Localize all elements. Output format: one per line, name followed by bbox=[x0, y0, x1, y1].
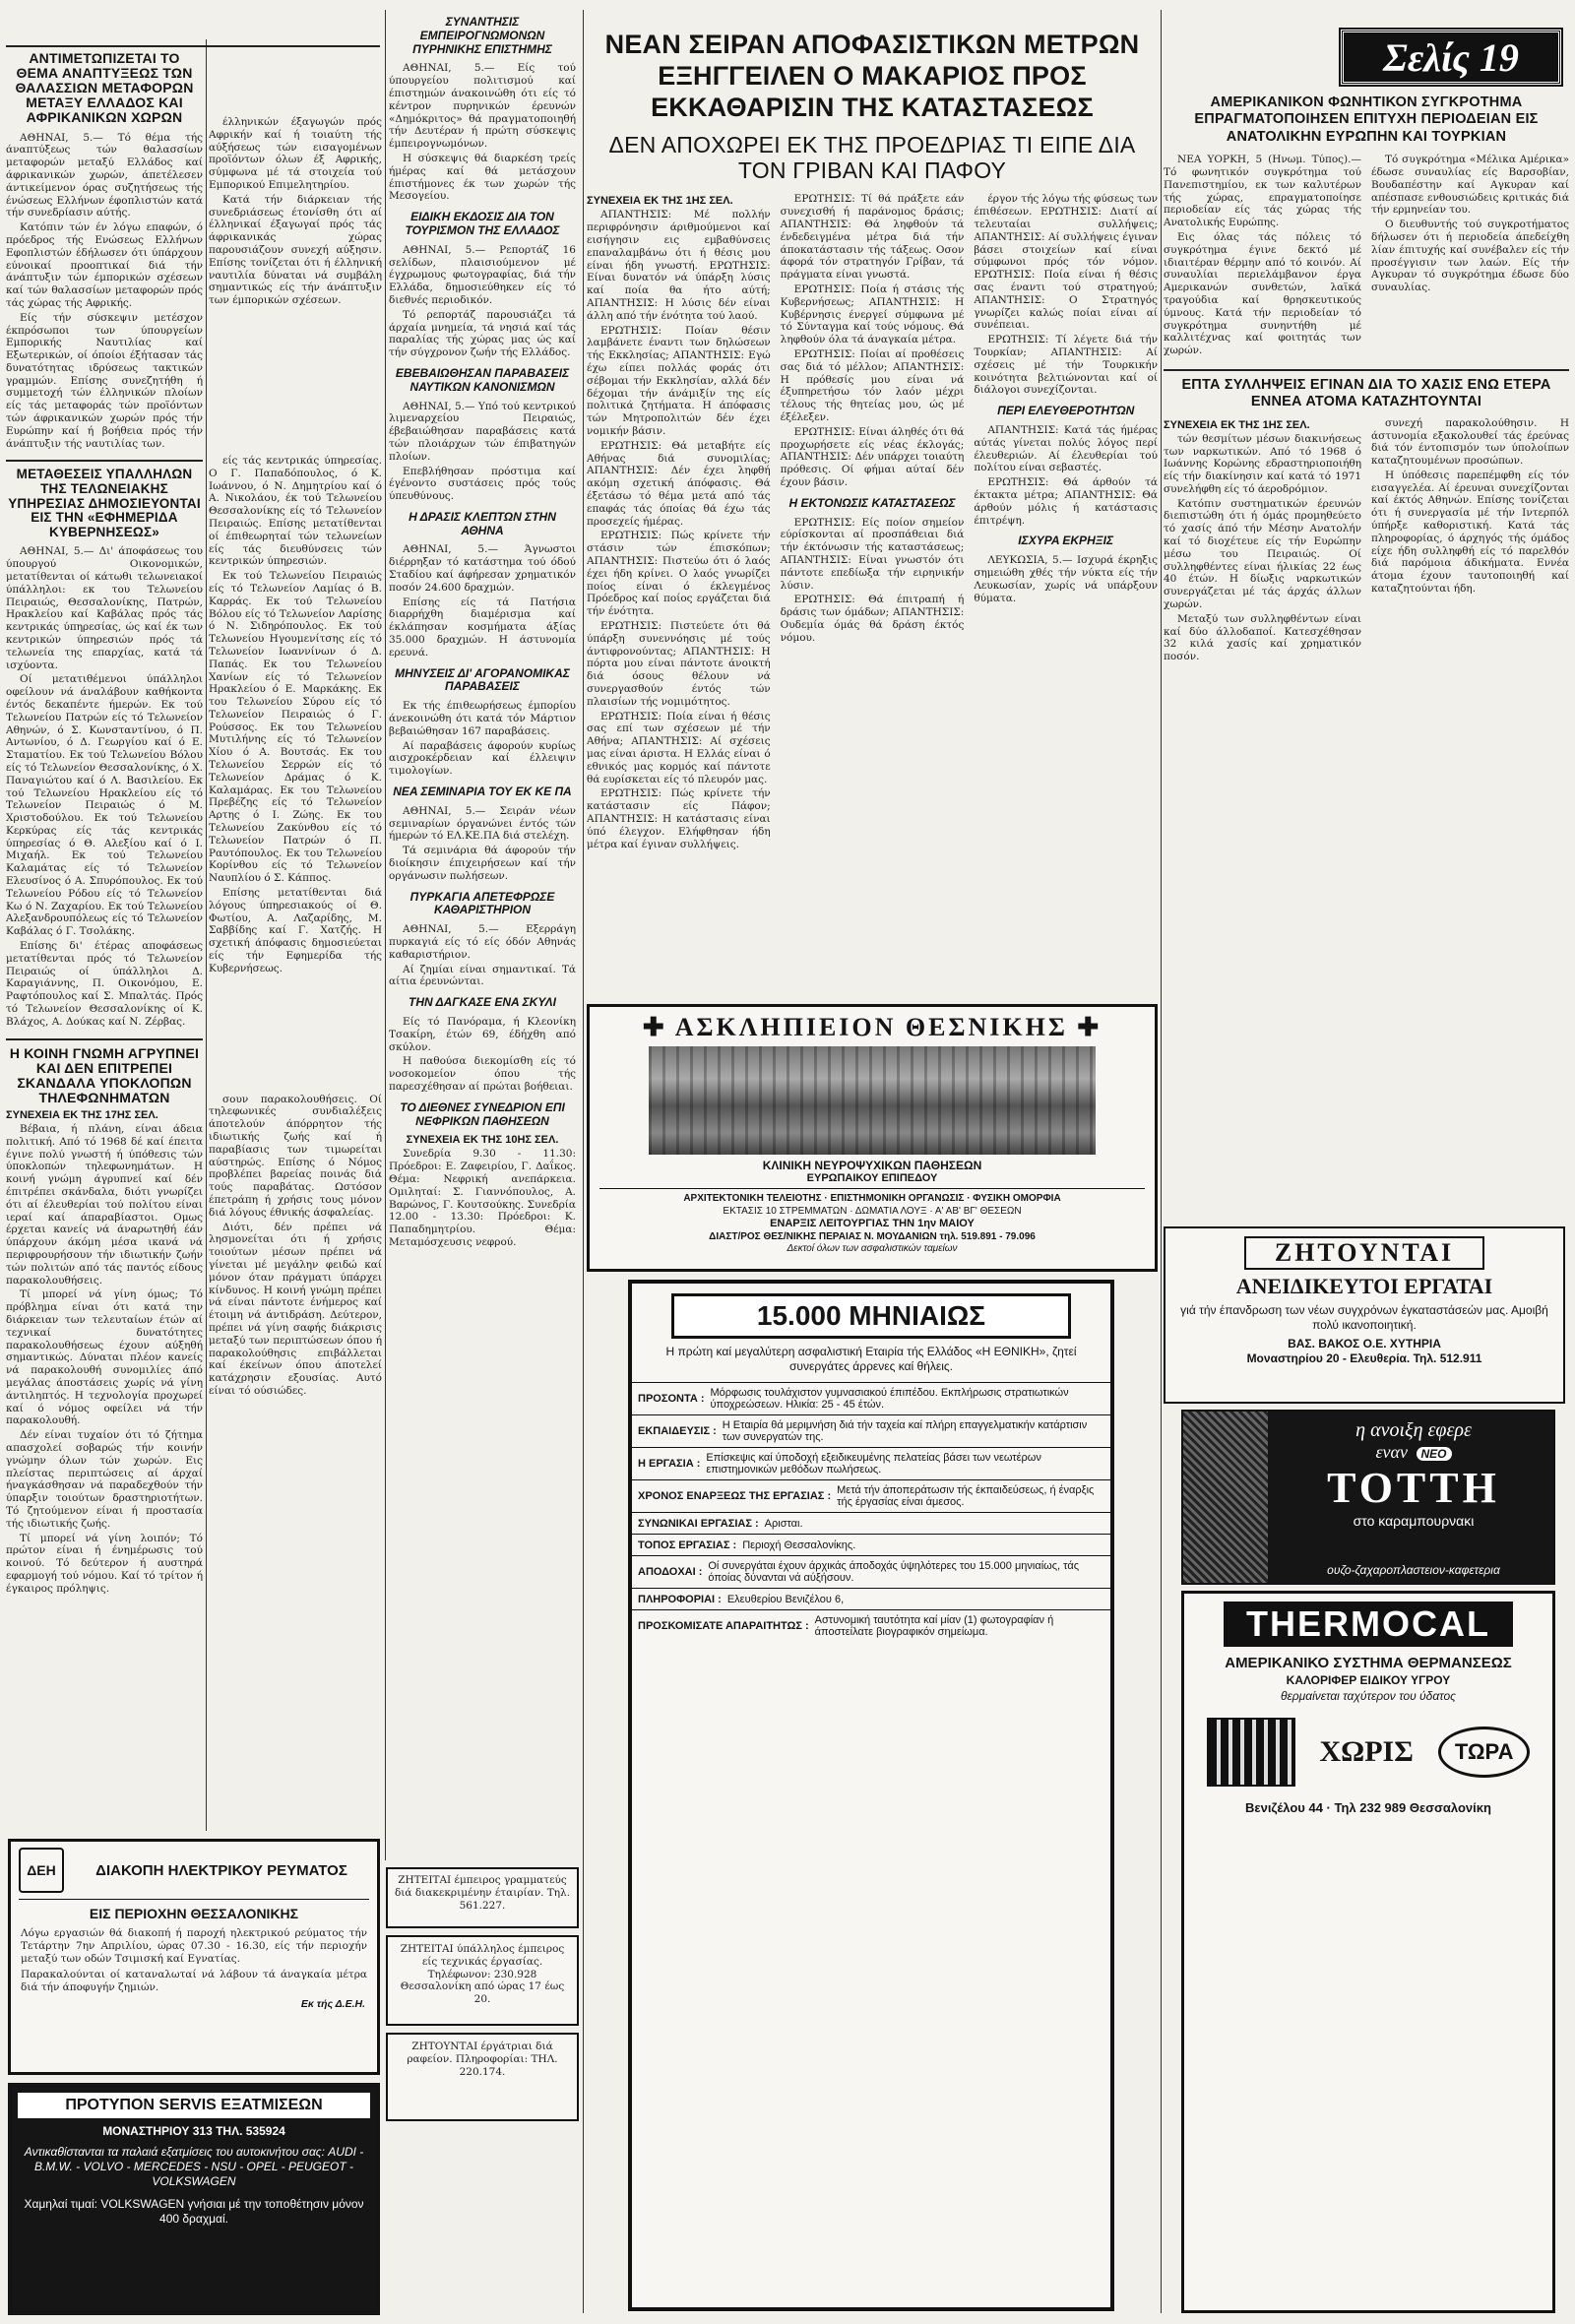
divider bbox=[6, 1038, 203, 1040]
cross-icon: ✚ bbox=[642, 1013, 667, 1041]
article-hashish-text-2: συνεχή παρακολούθησιν. Η άστυνομία εξακολουθεί τάς έρεύνας διά τόν έντοπισμόν των ύπολοίπων καταζητουμένων προσώπων. bbox=[1371, 416, 1569, 468]
article-dog-text: Είς τό Πανόραμα, ή Κλεονίκη Τσακίρη, έτών 69, έδήχθη από σκύλον. bbox=[389, 1015, 576, 1053]
salary-ad-row-key: ΤΟΠΟΣ ΕΡΓΑΣΙΑΣ : bbox=[638, 1539, 737, 1551]
headline-hashish: ΕΠΤΑ ΣΥΛΛΗΨΕΙΣ ΕΓΙΝΑΝ ΔΙΑ ΤΟ ΧΑΣΙΣ ΕΝΩ ΕΤΕΡΑ ΕΝΝΕΑ ΑΤΟΜΑ ΚΑΤΑΖΗΤΟΥΝΤΑΙ bbox=[1181, 376, 1551, 410]
headline-fire: ΠΥΡΚΑΓΙΑ ΑΠΕΤΕΦΡΩΣΕ ΚΑΘΑΡΙΣΤΗΡΙΟΝ bbox=[410, 889, 555, 917]
salary-ad-row bbox=[632, 1609, 1110, 1642]
article-tourism-text: ΑΘΗΝΑΙ, 5.— Ρεπορτάζ 16 σελίδων, πλαισιούμενον μέ έγχρωμους φωτογραφίας, διά τήν Ελλάδα, δημοσιεύθηκεν είς τό διεθνές περιοδικόν. bbox=[389, 243, 576, 306]
headline-seminars: ΝΕΑ ΣΕΜΙΝΑΡΙΑ ΤΟΥ ΕΚ ΚΕ ΠΑ bbox=[393, 785, 572, 799]
thermocal-logo: THERMOCAL bbox=[1224, 1602, 1513, 1647]
salary-ad-row-key: ΕΚΠΑΙΔΕΥΣΙΣ : bbox=[638, 1425, 717, 1437]
now-badge: ΤΩΡΑ bbox=[1438, 1727, 1531, 1778]
salary-ad-row-key: ΠΡΟΣΟΝΤΑ : bbox=[638, 1393, 705, 1405]
article-hashish-text: τών θεσμίτων μέσων διακινήσεως των ναρκωτικών. Από τό 1968 ό Ιωάννης Κορώνης εδραστηριοποιήθη είς τήν διακίνησιν καί κατά τό 1971 συνελήφθη είς τό άεροδρόμιον. bbox=[1164, 432, 1361, 495]
salary-ad-row-key: ΠΡΟΣΚΟΜΙΣΑΤΕ ΑΠΑΡΑΙΤΗΤΩΣ : bbox=[638, 1620, 809, 1632]
small-ad-3: ΖΗΤΟΥΝΤΑΙ έργάτριαι διά ραφείον. Πληροφορίαι: ΤΗΛ. 220.174. bbox=[386, 2033, 579, 2121]
salary-ad-row bbox=[632, 1588, 1110, 1609]
column-rule bbox=[1161, 10, 1162, 2313]
dei-logo-icon: ΔΕΗ bbox=[19, 1848, 64, 1893]
article-shipping-text-2: Κατόπιν τών έν λόγω επαφών, ό πρόεδρος τής Ενώσεως Ελλήνων Εφοπλιστών έδήλωσεν ότι ύπάρχουν εύνοικαί προοπτικαί διά τήν άνάπτυξιν τών έμπορικών σχέσεων καί τών θαλασσίων μεταφορών πρός τάς χώρας τής Αφρικής. bbox=[6, 221, 203, 309]
article-wiretap-continued: σουν παρακολουθήσεις. Οί τηλεφωνικές συνδιαλέξεις άποτελούν άπόρρητον τής ιδιωτικής ζωής καί ή παραβίασις των τιμωρείται αύστηρώς. Επίσης ό Νόμος προβλέπει βαρείας ποινάς διά τούς παραβάτας. Ωστόσον έπετράπη ή χρήσις τους μόνον διά λόγους έθνικής άσφαλείας. bbox=[209, 1093, 382, 1219]
continued-label: ΣΥΝΕΧΕΙΑ ΕΚ ΤΗΣ 1ΗΣ ΣΕΛ. bbox=[587, 195, 733, 208]
article-choir-text-2: Τό συγκρότημα «Μέλικα Αμέρικα» έδωσε συναυλίας είς Βαρσοβίαν, Βουδαπέστην καί Αγκυραν καί απέσπασε ενθουσιώδεις κριτικάς διά τήν ερμηνείαν του. bbox=[1371, 154, 1569, 217]
column-2: έλληνικών έξαγωγών πρός Αφρικήν καί ή τοιαύτη τής αύξήσεως τών εισαγομένων προϊόντων όλων έξ Αφρικής, σύμφωνα μέ τά στοιχεία τού Εμπορικού Επιμελητηρίου. Κατά τήν διάρκειαν τής συνεδριάσεως έτονίσθη ότι αί έλληνικαί έξαγωγαί πρός τάς άφρικανικάς χώρας παρουσιάζουν συνεχή αύξησιν. Επίσης τονίζεται ότι ή έλληνική ναυτιλία δύναται νά συμβάλη σημαντικώς είς τήν άνάπτυξιν των έμπορικών σχέσεων. είς τάς κεντρικάς ύπηρεσίας. Ο Γ. Παπαδόπουλος, ό Κ. Ιωάννου, ό Ν. Δημητρίου καί ό Α. Νικολάου, έκ τού Τελωνείου Θεσσαλονίκης είς τό Τελωνείον Πειραιώς. Επίσης μετατίθενται οί έπιθεωρηταί τών τελωνείων είς τάς διευθύνσεις τών κεντρικών ύπηρεσιών. Εκ τού Τελωνείου Πειραιώς είς τό Τελωνείον Λαμίας ό Β. Καρράς. Εκ τού Τελωνείου Βόλου είς τό Τελωνείον Λαρίσης ό Ν. Σιδηρόπουλος. Εκ τού Τελωνείου Ηγουμενίτσης είς τό Τελωνείον Ιωαννίνων ό Δ. Παπάς. Εκ του Τελωνείου Χανίων είς τό Τελωνείον Ηρακλείου ό Ε. Μαρκάκης. Εκ του Τελωνείου Σύρου είς τό Τελωνείον Πειραιώς ό Γ. Ρούσσος. Εκ του Τελωνείου Μυτιλήνης είς τό Τελωνείον Χίου ό Α. Βουτσάς. Εκ του Τελωνείου Σερρών είς τό Τελωνείον Δράμας ό Κ. Καλαμάρας. Εκ του Τελωνείου Πρεβέζης είς τό Τελωνείον Αρτης ό Ι. Ζώης. Εκ του Τελωνείου Ζακύνθου είς τό Τελωνείον Πατρών ό Π. Ραυτόπουλος. Εκ του Τελωνείου Κορίνθου είς τό Τελωνείον Ναυπλίου ό Σ. Κάππος. Επίσης μετατίθενται διά λόγους ύπηρεσιακούς οί Θ. Φωτίου, Α. Λαζαρίδης, Μ. Σαββίδης καί Γ. Χατζής. Η σχετική άπόφασις δημοσιεύεται είς τήν Εφημερίδα τής Κυβερνήσεως. σουν παρακολουθήσεις. Οί τηλεφωνικές συνδιαλέξεις άποτελούν άπόρρητον τής ιδιωτικής ζωής καί ή παραβίασις των τιμωρείται αύστηρώς. Επίσης ό Νόμος προβλέπει βαρείας ποινάς διά τούς παραβάτας. Ωστόσον έπετράπη ή χρήσις τους μόνον διά λόγους έθνικής άσφαλείας. Διότι, δέν πρέπει νά λησμονείται ότι ή χρήσις τοιούτων μέσων πρέπει νά γίνεται μέ μεγάλην φειδώ καί μόνον όταν πράγματι ύπάρχει κίνδυνος. Η κοινή γνώμη πρέπει νά είναι πάντοτε ένήμερος καί έτοιμη νά άντιδράση. Δεύτερον, πρέπει νά γίνη σαφής διάκρισις μεταξύ των περιπτώσεων όπου ή παρακολούθησις επιβάλλεται καί έκείνων όπου άποτελεί κατάχρησιν εξουσίας. Αυτό είναι τό ούσιώδες. bbox=[209, 116, 382, 1397]
right-column: ΑΜΕΡΙΚΑΝΙΚΟΝ ΦΩΝΗΤΙΚΟΝ ΣΥΓΚΡΟΤΗΜΑ ΕΠΡΑΓΜΑΤΟΠΟΙΗΣΕΝ ΕΠΙΤΥΧΗ ΠΕΡΙΟΔΕΙΑΝ ΕΙΣ ΑΝΑΤΟΛΙΚΗΝ ΕΥΡΩΠΗΝ ΚΑΙ ΤΟΥΡΚΙΑΝ ΝΕΑ ΥΟΡΚΗ, 5 (Ηνωμ. Τύπος).— Τό φωνητικόν συγκρότημα τού Πανεπιστημίου, εκ των καλυτέρων τής χώρας, επραγματοποίησε περιοδείαν είς τάς χώρας τής Ανατολικής Ευρώπης. Εις όλας τάς πόλεις τό συγκρότημα έγινε δεκτό μέ ιδιαιτέραν θέρμην από τό κοινόν. Αί συναυλίαι περιελάμβανον έργα Αμερικανών συνθετών, λαϊκά τραγούδια καί θρησκευτικούς ύμνους. Κατά τήν περιοδείαν τό συγκρότημα συνηντήθη μέ καλλιτέχνας καί φοιτητάς των χωρών. Τό συγκρότημα «Μέλικα Αμέρικα» έδωσε συναυλίας είς Βαρσοβίαν, Βουδαπέστην καί Αγκυραν καί απέσπασε ενθουσιώδεις κριτικάς διά τήν ερμηνείαν του. Ο διευθυντής τού συγκροτήματος δήλωσεν ότι ή περιοδεία άπεδείχθη λίαν έπιτυχής καί συνέβαλεν είς τήν προσέγγισιν των λαών. Είς τήν Αγκυραν τό συγκρότημα έδωσε δύο συναυλίας. ΕΠΤΑ ΣΥΛΛΗΨΕΙΣ ΕΓΙΝΑΝ ΔΙΑ ΤΟ ΧΑΣΙΣ ΕΝΩ ΕΤΕΡΑ ΕΝΝΕΑ ΑΤΟΜΑ ΚΑΤΑΖΗΤΟΥΝΤΑΙ ΣΥΝΕΧΕΙΑ ΕΚ ΤΗΣ 1ΗΣ ΣΕΛ. τών θεσμίτων μέσων διακινήσεως των ναρκωτικών. Από τό 1968 ό Ιωάννης Κορώνης εδραστηριοποιήθη είς τήν διακίνησιν καί κατά τό 1971 συνελήφθη είς τό άεροδρόμιον. Κατόπιν συστηματικών έρευνών διεπιστώθη ότι ή όμάς προμηθεύετο τό χασίς άπό τήν Μέσην Ανατολήν καί τό διοχέτευε είς τήν Ευρώπην μέσω του Πειραιώς. Οί συλληφθέντες είναι ήλικίας 22 έως 40 έτών. Η δίωξις ναρκωτικών συνεργάζεται μέ τάς άρχάς άλλων χωρών. Μεταξύ των συλληφθέντων είναι καί δύο άλλοδαποί. Κατεσχέθησαν 32 κιλά χασίς καί χρηματικόν ποσόν. συνεχή παρακολούθησιν. Η άστυνομία εξακολουθεί τάς έρεύνας διά τόν έντοπισμόν των ύπολοίπων καταζητουμένων προσώπων. Η ύπόθεσις παρεπέμφθη είς τόν εισαγγελέα. Αί έρευναι συνεχίζονται καί έκτός Αθηνών. Επίσης τονίζεται ότι ή συνεργασία μέ τήν Ιντερπόλ ύπήρξε καθοριστική. Κατά τάς πληροφορίας, ό άρχηγός τής όμάδος είχε ήδη συλληφθή είς τό παρελθόν διά παρόμοια άδικήματα. Εννέα άτομα έχουν ταυτοποιηθή καί καταζητούνται ήδη. bbox=[1164, 94, 1569, 663]
salary-ad-row bbox=[632, 1447, 1110, 1479]
salary-ad-row-value: Αστυνομική ταυτότητα καί μίαν (1) φωτογραφίαν ή άποστείλατε βιογραφικόν σημείωμα. bbox=[814, 1614, 1054, 1638]
decorative-flowers bbox=[1183, 1412, 1268, 1583]
article-shipping-continued: έλληνικών έξαγωγών πρός Αφρικήν καί ή τοιαύτη τής αύξήσεως τών εισαγομένων προϊόντων όλων έξ Αφρικής, σύμφωνα μέ τά στοιχεία τού Εμπορικού Επιμελητηρίου. bbox=[209, 116, 382, 191]
headline-freedoms: ΠΕΡΙ ΕΛΕΥΘΕΡΟΤΗΤΩΝ bbox=[997, 404, 1135, 418]
headline-tourism: ΕΙΔΙΚΗ ΕΚΔΟΣΙΣ ΔΙΑ ΤΟΝ ΤΟΥΡΙΣΜΟΝ ΤΗΣ ΕΛΛΑΔΟΣ bbox=[405, 210, 560, 237]
headline-wiretap: Η ΚΟΙΝΗ ΓΝΩΜΗ ΑΓΡΥΠΝΕΙ ΚΑΙ ΔΕΝ ΕΠΙΤΡΕΠΕΙ ΣΚΑΝΔΑΛΑ ΥΠΟΚΛΟΠΩΝ ΤΗΛΕΦΩΝΗΜΑΤΩΝ bbox=[9, 1044, 200, 1105]
salary-ad-row bbox=[632, 1534, 1110, 1555]
thermocal-ad: THERMOCAL ΑΜΕΡΙΚΑΝΙΚΟ ΣΥΣΤΗΜΑ ΘΕΡΜΑΝΣΕΩΣ ΚΑΛΟΡΙΦΕΡ ΕΙΔΙΚΟΥ ΥΓΡΟΥ θερμαίνεται ταχύτερον του ύδατος ΧΩΡΙΣ ΤΩΡΑ Βενιζέλου 44 · Τηλ 232 989 Θεσσαλονίκη bbox=[1181, 1591, 1555, 2313]
radiator-icon bbox=[1207, 1718, 1295, 1787]
column-3: ΣΥΝΑΝΤΗΣΙΣ ΕΜΠΕΙΡΟΓΝΩΜΟΝΩΝ ΠΥΡΗΝΙΚΗΣ ΕΠΙΣΤΗΜΗΣ ΑΘΗΝΑΙ, 5.— Είς τού ύπουργείου πολιτισμού καί έπιστημών άνακοινώθη ότι είς τό κέντρον πυρηνικών έρευνών «Δημόκριτος» θά πραγματοποιηθή τήν Δευτέραν ή πρώτη σύσκεψις έμπειρογνωμόνων. Η σύσκεψις θά διαρκέση τρείς ήμέρας καί θά μετάσχουν έπιστήμονες έκ των χωρών τής Μεσογείου. ΕΙΔΙΚΗ ΕΚΔΟΣΙΣ ΔΙΑ ΤΟΝ ΤΟΥΡΙΣΜΟΝ ΤΗΣ ΕΛΛΑΔΟΣ ΑΘΗΝΑΙ, 5.— Ρεπορτάζ 16 σελίδων, πλαισιούμενον μέ έγχρωμους φωτογραφίας, διά τήν Ελλάδα, δημοσιεύθηκεν είς τό διεθνές περιοδικόν. Τό ρεπορτάζ παρουσιάζει τά άρχαία μνημεία, τά νησιά καί τάς παραλίας τής χώρας μας ώς καί τήν σύγχρονον ζωήν τής Ελλάδος. ΕΒΕΒΑΙΩΘΗΣΑΝ ΠΑΡΑΒΑΣΕΙΣ ΝΑΥΤΙΚΩΝ ΚΑΝΟΝΙΣΜΩΝ ΑΘΗΝΑΙ, 5.— Υπό τού κεντρικού λιμεναρχείου Πειραιώς, έβεβαιώθησαν παραβάσεις κατά τών πλοιάρχων τών έπιβατηγών πλοίων. Επεβλήθησαν πρόστιμα καί έγένοντο συστάσεις πρός τούς ύπευθύνους. Η ΔΡΑΣΙΣ ΚΛΕΠΤΩΝ ΣΤΗΝ ΑΘΗΝΑ ΑΘΗΝΑΙ, 5.— Άγνωστοι διέρρηξαν τό κατάστημα τού όδού Σταδίου καί άφήρεσαν χρηματικόν ποσόν 24.600 δραχμών. Επίσης είς τά Πατήσια διαρρήχθη διαμέρισμα καί έκλάπησαν κοσμήματα άξίας 35.000 δραχμών. Η άστυνομία ερευνά. ΜΗΝΥΣΕΙΣ ΔΙ' ΑΓΟΡΑΝΟΜΙΚΑΣ ΠΑΡΑΒΑΣΕΙΣ Εκ τής έπιθεωρήσεως έμπορίου άνεκοινώθη ότι κατά τόν Μάρτιον βεβαιώθησαν 167 παραβάσεις. Αί παραβάσεις άφορούν κυρίως αισχροκέρδειαν καί έλλειψιν τιμολογίων. ΝΕΑ ΣΕΜΙΝΑΡΙΑ ΤΟΥ ΕΚ ΚΕ ΠΑ ΑΘΗΝΑΙ, 5.— Σειράν νέων σεμιναρίων όργανώνει έντός τών ήμερών τό ΕΛ.ΚΕ.ΠΑ διά στελέχη. Τά σεμινάρια θά άφορούν τήν διοίκησιν έπιχειρήσεων καί τήν οργάνωσιν πωλήσεων. ΠΥΡΚΑΓΙΑ ΑΠΕΤΕΦΡΩΣΕ ΚΑΘΑΡΙΣΤΗΡΙΟΝ ΑΘΗΝΑΙ, 5.— Εξερράγη πυρκαγιά είς τό είς όδόν Αθηνάς καθαριστήριον. Αί ζημίαι είναι σημαντικαί. Τά αίτια έρευνώνται. ΤΗΝ ΔΑΓΚΑΣΕ ΕΝΑ ΣΚΥΛΙ Είς τό Πανόραμα, ή Κλεονίκη Τσακίρη, έτών 69, έδήχθη από σκύλον. Η παθούσα διεκομίσθη είς τό νοσοκομείον όπου τής παρεσχέθησαν αί πρώται βοήθειαι. ΤΟ ΔΙΕΘΝΕΣ ΣΥΝΕΔΡΙΟΝ ΕΠΙ ΝΕΦΡΙΚΩΝ ΠΑΘΗΣΕΩΝ ΣΥΝΕΧΕΙΑ ΕΚ ΤΗΣ 10ΗΣ ΣΕΛ. Συνεδρία 9.30 - 11.30: Πρόεδροι: Ε. Ζαφειρίου, Γ. Δαΐκος. Θέμα: Νεφρική ανεπάρκεια. Ομιληταί: Σ. Γιαννόπουλος, Α. Βαρώνος, Γ. Κουτσούκης. Συνεδρία 12.00 - 13.30: Πρόεδροι: Κ. Παπαδημητρίου. Θέμα: Μεταμόσχευσις νεφρού. bbox=[389, 15, 576, 1248]
salary-ad-row-value: Η Εταιρία θά μεριμνήση διά τήν ταχεία καί πλήρη επαγγελματικήν κατάρτισιν των συνεργατών της. bbox=[722, 1419, 1088, 1443]
salary-ad-row-value: Ελευθερίου Βενιζέλου 6, bbox=[726, 1593, 845, 1605]
article-shipping-text: ΑΘΗΝΑΙ, 5.— Τό θέμα τής άναπτύξεως τών θαλασσίων μεταφορών μεταξύ Ελλάδος καί άφρικανικών χωρών, άπετέλεσεν άντικείμενον όρας συζητήσεως τής ένώσεως Ελλήνων έφοπλιστών κατά τήν συνεδρίασιν αύτής. bbox=[6, 131, 203, 220]
article-choir-text: ΝΕΑ ΥΟΡΚΗ, 5 (Ηνωμ. Τύπος).— Τό φωνητικόν συγκρότημα τού Πανεπιστημίου, εκ των καλυτέρων τής χώρας, επραγματοποίησε περιοδείαν είς τάς χώρας τής Ανατολικής Ευρώπης. bbox=[1164, 154, 1361, 229]
headline-congress: ΤΟ ΔΙΕΘΝΕΣ ΣΥΝΕΔΡΙΟΝ ΕΠΙ ΝΕΦΡΙΚΩΝ ΠΑΘΗΣΕΩΝ bbox=[400, 1099, 565, 1128]
article-naval-text: ΑΘΗΝΑΙ, 5.— Υπό τού κεντρικού λιμεναρχείου Πειραιώς, έβεβαιώθησαν παραβάσεις κατά τών πλοιάρχων τών έπιβατηγών πλοίων. bbox=[389, 400, 576, 463]
headline-nuclear: ΣΥΝΑΝΤΗΣΙΣ ΕΜΠΕΙΡΟΓΝΩΜΟΝΩΝ ΠΥΡΗΝΙΚΗΣ ΕΠΙΣΤΗΜΗΣ bbox=[412, 15, 552, 56]
salary-ad-row bbox=[632, 1512, 1110, 1534]
salary-ad-row-value: Επίσκεψις καί ύποδοχή εξειδικευμένης πελατείας βάσει των νεωτέρων επιστημονικών μεθόδων πωλήσεως. bbox=[706, 1452, 1041, 1476]
article-wiretap-text: Βέβαια, ή πλάνη, είναι άδεια πολιτική. Από τό 1968 δέ καί έπειτα έγινε πολύ γνωστή ή ύπόθεσις τών ύποκλοπών τηλεφωνημάτων. Η κοινή γνώμη άγρυπνεί καί δέν έπιτρέπει σκάνδαλα, διότι γνωρίζει ότι αί έλευθερίαι τού πολίτου είναι ιεραί καί άπαραβίαστοι. Ομως έρχεται κανείς νά άναρωτηθή έάν ύπάρχουν άκόμη μέσα ικανά νά περιφρουρήσουν τήν ιδιωτικήν ζωήν τών πολιτών από τάς παντός είδους παρακολουθήσεις. bbox=[6, 1123, 203, 1287]
headline-explosion: ΙΣΧΥΡΑ ΕΚΡΗΞΙΣ bbox=[1018, 534, 1114, 548]
divider bbox=[6, 460, 203, 462]
headline-us-choir: ΑΜΕΡΙΚΑΝΙΚΟΝ ΦΩΝΗΤΙΚΟΝ ΣΥΓΚΡΟΤΗΜΑ ΕΠΡΑΓΜΑΤΟΠΟΙΗΣΕΝ ΕΠΙΤΥΧΗ ΠΕΡΙΟΔΕΙΑΝ ΕΙΣ ΑΝΑΤΟΛΙΚΗΝ ΕΥΡΩΠΗΝ ΚΑΙ ΤΟΥΡΚΙΑΝ bbox=[1194, 94, 1539, 145]
salary-rows bbox=[632, 1382, 1110, 1642]
article-nuclear-text: ΑΘΗΝΑΙ, 5.— Είς τού ύπουργείου πολιτισμού καί έπιστημών άνακοινώθη ότι είς τό κέντρον πυρηνικών έρευνών «Δημόκριτος» θά πραγματοποιηθή τήν Δευτέραν ή πρώτη σύσκεψις έμπειρογνωμόνων. bbox=[389, 62, 576, 151]
article-thieves-text: ΑΘΗΝΑΙ, 5.— Άγνωστοι διέρρηξαν τό κατάστημα τού όδού Σταδίου καί άφήρεσαν χρηματικόν ποσόν 24.600 δραχμών. bbox=[389, 543, 576, 594]
main-headline: ΝΕΑΝ ΣΕΙΡΑΝ ΑΠΟΦΑΣΙΣΤΙΚΩΝ ΜΕΤΡΩΝ ΕΞΗΓΓΕΙΛΕΝ Ο ΜΑΚΑΡΙΟΣ ΠΡΟΣ ΕΚΚΑΘΑΡΙΣΙΝ ΤΗΣ ΚΑΤΑΣΤΑΣΕΩΣ bbox=[604, 30, 1140, 122]
new-badge: ΝΕΟ bbox=[1417, 1447, 1452, 1461]
headline-shipping: ΑΝΤΙΜΕΤΩΠΙΖΕΤΑΙ ΤΟ ΘΕΜΑ ΑΝΑΠΤΥΞΕΩΣ ΤΩΝ ΘΑΛΑΣΣΙΩΝ ΜΕΤΑΦΟΡΩΝ ΜΕΤΑΞΥ ΕΛΛΑΔΟΣ ΚΑΙ ΑΦΡΙΚΑΝΙΚΩΝ ΧΩΡΩΝ bbox=[15, 51, 194, 126]
main-text-d: ΑΠΑΝΤΗΣΙΣ: Κατά τάς ήμέρας αύτάς γίνεται πολύς λόγος περί έλευθεριών. Αί έλευθερίαι τού πολίτου είναι σεβαστές. bbox=[974, 424, 1158, 474]
salary-title: 15.000 ΜΗΝΙΑΙΩΣ bbox=[671, 1293, 1071, 1339]
salary-ad-row-key: ΧΡΟΝΟΣ ΕΝΑΡΞΕΩΣ ΤΗΣ ΕΡΓΑΣΙΑΣ : bbox=[638, 1490, 832, 1502]
headline-customs: ΜΕΤΑΘΕΣΕΙΣ ΥΠΑΛΛΗΛΩΝ ΤΗΣ ΤΕΛΩΝΕΙΑΚΗΣ ΥΠΗΡΕΣΙΑΣ ΔΗΜΟΣΙΕΥΟΝΤΑΙ ΕΙΣ ΤΗΝ «ΕΦΗΜΕΡΙΔΑ ΚΥΒΕΡΝΗΣΕΩΣ» bbox=[8, 467, 201, 539]
salary-ad-row bbox=[632, 1414, 1110, 1447]
column-1: ΑΝΤΙΜΕΤΩΠΙΖΕΤΑΙ ΤΟ ΘΕΜΑ ΑΝΑΠΤΥΞΕΩΣ ΤΩΝ ΘΑΛΑΣΣΙΩΝ ΜΕΤΑΦΟΡΩΝ ΜΕΤΑΞΥ ΕΛΛΑΔΟΣ ΚΑΙ ΑΦΡΙΚΑΝΙΚΩΝ ΧΩΡΩΝ ΑΘΗΝΑΙ, 5.— Τό θέμα τής άναπτύξεως τών θαλασσίων μεταφορών μεταξύ Ελλάδος καί άφρικανικών χωρών, άπετέλεσεν άντικείμενον όρας συζητήσεως τής ένώσεως Ελλήνων έφοπλιστών κατά τήν συνεδρίασιν αύτής. Κατόπιν τών έν λόγω επαφών, ό πρόεδρος τής Ενώσεως Ελλήνων Εφοπλιστών έδήλωσεν ότι ύπάρχουν εύνοικαί προοπτικαί διά τήν άνάπτυξιν τών έμπορικών σχέσεων καί τών θαλασσίων μεταφορών πρός τάς χώρας τής Αφρικής. Είς τήν σύσκεψιν μετέσχον έκπρόσωποι των ύπουργείων Εμπορικής Ναυτιλίας καί Εξωτερικών, οί όποίοι έξήτασαν τάς δυνατότητας ιδρύσεως τακτικών γραμμών. Επίσης συνεζητήθη ή συμμετοχή τών έλληνικών πλοίων είς τάς μεταφοράς τών προϊόντων τών άφρικανικών χωρών πρός τήν Ευρώπην καί ή βοήθεια πρός τήν άνάπτυξιν τής ναυτιλίας των. ΜΕΤΑΘΕΣΕΙΣ ΥΠΑΛΛΗΛΩΝ ΤΗΣ ΤΕΛΩΝΕΙΑΚΗΣ ΥΠΗΡΕΣΙΑΣ ΔΗΜΟΣΙΕΥΟΝΤΑΙ ΕΙΣ ΤΗΝ «ΕΦΗΜΕΡΙΔΑ ΚΥΒΕΡΝΗΣΕΩΣ» ΑΘΗΝΑΙ, 5.— Δι' άποφάσεως του ύπουργού Οικονομικών, μετατίθενται οί κάτωθι τελωνειακοί ύπάλληλοι: εκ του Τελωνείου Πειραιώς, Θεσσαλονίκης, Πατρών, Ηρακλείου καί Καβάλας πρός τάς κεντρικάς ύπηρεσίας, ώς καί έκ των κεντρικών ύπηρεσιών πρός τά τελωνεία της επαρχίας, κατά τά ισχύοντα. Οί μετατιθέμενοι ύπάλληλοι οφείλουν νά άναλάβουν καθήκοντα έντός δεκαπέντε ήμερών. Εκ τού Τελωνείου Πατρών είς τό Τελωνείον Αθηνών, ό Σ. Κωνσταντίνου, ό Π. Αντωνίου, ό Δ. Γεωργίου καί ό Ε. Σταματίου. Εκ τού Τελωνείου Βόλου είς τό Τελωνείον Θεσσαλονίκης, ό Χ. Παναγιώτου καί ό Λ. Βασιλείου. Εκ τού Τελωνείου Ηρακλείου είς τό Τελωνείον Πειραιώς ό Μ. Χριστοδούλου. Εκ τού Τελωνείου Κερκύρας είς τάς κεντρικάς ύπηρεσίας ό Θ. Αλεξίου καί ό Ι. Μιχαήλ. Εκ τού Τελωνείου Καλαμάτας είς τό Τελωνείον Ελευσίνος ό Α. Σπυρόπουλος. Εκ τού Τελωνείου Ρόδου είς τό Τελωνείον Κω ό Ν. Ζαχαρίου. Εκ τού Τελωνείου Αλεξανδρουπόλεως είς τό Τελωνείον Καβάλας ό Γ. Τσολάκης. Επίσης δι' έτέρας αποφάσεως μετατίθενται πρός τό Τελωνείον Πειραιώς οί ύπάλληλοι Δ. Καραγιάννης, Π. Οικονόμου, Ε. Ραφτόπουλος καί Σ. Μπαλτάς. Πρός τό Τελωνείον Θεσσαλονίκης οί Κ. Βλάχος, Α. Δούκας καί Ν. Ζέρβας. Η ΚΟΙΝΗ ΓΝΩΜΗ ΑΓΡΥΠΝΕΙ ΚΑΙ ΔΕΝ ΕΠΙΤΡΕΠΕΙ ΣΚΑΝΔΑΛΑ ΥΠΟΚΛΟΠΩΝ ΤΗΛΕΦΩΝΗΜΑΤΩΝ ΣΥΝΕΧΕΙΑ ΕΚ ΤΗΣ 17ΗΣ ΣΕΛ. Βέβαια, ή πλάνη, είναι άδεια πολιτική. Από τό 1968 δέ καί έπειτα έγινε πολύ γνωστή ή ύπόθεσις τών ύποκλοπών τηλεφωνημάτων. Η κοινή γνώμη άγρυπνεί καί δέν έπιτρέπει σκάνδαλα, διότι γνωρίζει ότι αί έλευθερίαι τού πολίτου είναι ιεραί καί άπαραβίαστοι. Ομως έρχεται κανείς νά άναρωτηθή έάν ύπάρχουν άκόμη μέσα ικανά νά περιφρουρήσουν τήν ιδιωτικήν ζωήν τών πολιτών από τάς παντός είδους παρακολουθήσεις. Τί μπορεί νά γίνη όμως; Τό πρόβλημα είναι ότι κατά την διάρκειαν των τελευταίων έτών αί τεχνικαί δυνατότητες παρακολουθήσεως έχουν αύξηθή σημαντικώς. Δύναται πλέον κανείς νά παρακολουθή συνομιλίες άπό μεγάλας άποστάσεις χωρίς νά γίνη άντιληπτός. Η τεχνολογία προχωρεί καί ό νόμος οφείλει νά τήν παρακολουθή. Δέν είναι τυχαίον ότι τό ζήτημα απασχολεί σοβαρώς τήν κοινήν γνώμην όλων τών χωρών. Εις πλείστας περιπτώσεις αί άρχαί ήναγκάσθησαν νά παραδεχθούν τήν ύπαρξιν τοιούτων δραστηριοτήτων. Τό ζητούμενον είναι ή προστασία τής ιδιωτικής ζωής. Τί μπορεί νά γίνη λοιπόν; Τό πρώτον είναι ή ένημέρωσις τού κοινού. Τό δεύτερον ή αυστηρά εφαρμογή τού νόμου. Καί τό τρίτον ή έγκαιρος πρόληψις. bbox=[6, 51, 203, 1595]
article-customs-text: ΑΘΗΝΑΙ, 5.— Δι' άποφάσεως του ύπουργού Οικονομικών, μετατίθενται οί κάτωθι τελωνειακοί ύπάλληλοι: εκ του Τελωνείου Πειραιώς, Θεσσαλονίκης, Πατρών, Ηρακλείου καί Καβάλας πρός τάς κεντρικάς ύπηρεσίας, ώς καί έκ των κεντρικών ύπηρεσιών πρός τά τελωνεία της επαρχίας, κατά τά ισχύοντα. bbox=[6, 545, 203, 671]
top-rule bbox=[6, 45, 380, 47]
salary-ad-row-key: ΠΛΗΡΟΦΟΡΙΑΙ : bbox=[638, 1593, 722, 1605]
cross-icon: ✚ bbox=[1077, 1013, 1102, 1041]
main-text-a: ΑΠΑΝΤΗΣΙΣ: Μέ πολλήν περιφρόνησιν άριθμούμενοι καί εισήγησιν εις εμβαθύνσεις επαναλαμβάνω ότι ή θέσις μου είναι ήδη γνωστή. ΕΡΩΤΗΣΙΣ: Είναι δυνατόν νά ύπάρξη λύσις καί ποία θα ήτο αύτή; ΑΠΑΝΤΗΣΙΣ: Η λύσις δέν είναι άλλη από τήν ένότητα τού λαού. bbox=[587, 209, 771, 322]
main-subheadline: ΔΕΝ ΑΠΟΧΩΡΕΙ ΕΚ ΤΗΣ ΠΡΟΕΔΡΙΑΣ ΤΙ ΕΙΠΕ ΔΙΑ ΤΟΝ ΓΡΙΒΑΝ ΚΑΙ ΠΑΦΟΥ bbox=[608, 131, 1136, 184]
salary-ad: 15.000 ΜΗΝΙΑΙΩΣ Η πρώτη καί μεγαλύτερη ασφαλιστική Εταιρία τής Ελλάδος «Η ΕΘΝΙΚΗ», ζητεί συνεργάτες άρρενες καί θήλεις. ΠΡΟΣΟΝΤΑ : Μόρφωσις τουλάχιστον γυμνασιακού έπιπέδου. Εκπλήρωσις στρατιωτικών ύποχρεώσεων. Ηλικία: 25 - 45 έτών. ΕΚΠΑΙΔΕΥΣΙΣ : Η Εταιρία θά μεριμνήση διά τήν ταχεία καί πλήρη επαγγελματικήν κατάρτισιν των συνεργατών της. Η ΕΡΓΑΣΙΑ : Επίσκεψις καί ύποδοχή εξειδικευμένης πελατείας βάσει των νεωτέρων επιστημονικών μεθόδων πωλήσεως. ΧΡΟΝΟΣ ΕΝΑΡΞΕΩΣ ΤΗΣ ΕΡΓΑΣΙΑΣ : Μετά τήν άποπεράτωσιν τής έκπαιδεύσεως, ή έναρξις τής έργασίας είναι άμεσος. ΣΥΝΩΝΙΚΑΙ ΕΡΓΑΣΙΑΣ : Αρισται. ΤΟΠΟΣ ΕΡΓΑΣΙΑΣ : Περιοχή Θεσσαλονίκης. ΑΠΟΔΟΧΑΙ : Οί συνεργάται έχουν άρχικάς άποδοχάς ύψηλότερες του 15.000 μηνιαίως, τάς όποίας δύνανται νά αύξήσουν. ΠΛΗΡΟΦΟΡΙΑΙ : Ελευθερίου Βενιζέλου 6, ΠΡΟΣΚΟΜΙΣΑΤΕ ΑΠΑΡΑΙΤΗΤΩΣ : Αστυνομική ταυτότητα καί μίαν (1) φωτογραφίαν ή άποστείλατε βιογραφικόν σημείωμα. bbox=[628, 1280, 1114, 2311]
small-ad-1: ΖΗΤΕΙΤΑΙ έμπειρος γραμματεύς διά διακεκριμένην έταιρίαν. Τηλ. 561.227. bbox=[386, 1867, 579, 1928]
main-text-e: ΛΕΥΚΩΣΙΑ, 5.— Ισχυρά έκρηξις σημειώθη χθές τήν νύκτα είς τήν Λευκωσίαν, χωρίς νά υπάρξουν θύματα. bbox=[974, 554, 1158, 604]
headline-thieves: Η ΔΡΑΣΙΣ ΚΛΕΠΤΩΝ ΣΤΗΝ ΑΘΗΝΑ bbox=[409, 509, 556, 537]
headline-de-escalation: Η ΕΚΤΟΝΩΣΙΣ ΚΑΤΑΣΤΑΣΕΩΣ bbox=[788, 495, 956, 510]
continued-label: ΣΥΝΕΧΕΙΑ ΕΚ ΤΗΣ 17ΗΣ ΣΕΛ. bbox=[6, 1109, 158, 1122]
continued-label: ΣΥΝΕΧΕΙΑ ΕΚ ΤΗΣ 1ΗΣ ΣΕΛ. bbox=[1164, 418, 1310, 431]
column-rule bbox=[206, 39, 207, 1831]
main-text-b: ΕΡΩΤΗΣΙΣ: Τί θά πράξετε εάν συνεχισθή ή παράνομος δράσις; ΑΠΑΝΤΗΣΙΣ: Θά ληφθούν τά ένδεδειγμένα μέτρα διά τήν άποκατάστασιν τής τάξεως. Οσον άφορά τόν στρατηγόν Γρίβαν, τά πράγματα είναι γνωστά. bbox=[780, 193, 965, 282]
dei-power-cut-ad: ΔΕΗ ΔΙΑΚΟΠΗ ΗΛΕΚΤΡΙΚΟΥ ΡΕΥΜΑΤΟΣ ΕΙΣ ΠΕΡΙΟΧΗΝ ΘΕΣΣΑΛΟΝΙΚΗΣ Λόγω εργασιών θά διακοπή ή παροχή ηλεκτρικού ρεύματος τήν Τετάρτην 7ην Απριλίου, ώρας 07.30 - 16.30, είς τήν περιοχήν μεταξύ των οδών Τσιμισκή καί Εγνατίας. Παρακαλούνται οί καταναλωταί νά λάβουν τά άναγκαία μέτρα διά τήν άποφυγήν ζημιών. Εκ τής Δ.Ε.Η. bbox=[8, 1839, 380, 2075]
salary-ad-row-value: Αρισται. bbox=[764, 1517, 803, 1530]
salary-ad-row bbox=[632, 1555, 1110, 1588]
servis-ad: ΠΡΟΤΥΠΟΝ SERVIS ΕΞΑΤΜΙΣΕΩΝ ΜΟΝΑΣΤΗΡΙΟΥ 313 ΤΗΛ. 535924 Αντικαθίστανται τα παλαιά εξατμίσεις του αυτοκινήτου σας: AUDI - B.M.W. - VOLVO - MERCEDES - NSU - OPEL - PEUGEOT - VOLKSWAGEN Χαμηλαί τιμαί: VOLKSWAGEN γνήσιαι μέ την τοποθέτησιν μόνον 400 δραχμαί. bbox=[8, 2083, 380, 2315]
totti-logo: ΤΟΤΤΗ bbox=[1327, 1464, 1500, 1512]
salary-ad-row-key: ΑΠΟΔΟΧΑΙ : bbox=[638, 1566, 703, 1578]
column-rule bbox=[385, 10, 386, 1860]
article-market-text: Εκ τής έπιθεωρήσεως έμπορίου άνεκοινώθη ότι κατά τόν Μάρτιον βεβαιώθησαν 167 παραβάσεις. bbox=[389, 700, 576, 737]
continued-label: ΣΥΝΕΧΕΙΑ ΕΚ ΤΗΣ 10ΗΣ ΣΕΛ. bbox=[406, 1134, 559, 1147]
main-story: ΝΕΑΝ ΣΕΙΡΑΝ ΑΠΟΦΑΣΙΣΤΙΚΩΝ ΜΕΤΡΩΝ ΕΞΗΓΓΕΙΛΕΝ Ο ΜΑΚΑΡΙΟΣ ΠΡΟΣ ΕΚΚΑΘΑΡΙΣΙΝ ΤΗΣ ΚΑΤΑΣΤΑΣΕΩΣ ΔΕΝ ΑΠΟΧΩΡΕΙ ΕΚ ΤΗΣ ΠΡΟΕΔΡΙΑΣ ΤΙ ΕΙΠΕ ΔΙΑ ΤΟΝ ΓΡΙΒΑΝ ΚΑΙ ΠΑΦΟΥ ΣΥΝΕΧΕΙΑ ΕΚ ΤΗΣ 1ΗΣ ΣΕΛ. ΑΠΑΝΤΗΣΙΣ: Μέ πολλήν περιφρόνησιν άριθμούμενοι καί εισήγησιν εις εμβαθύνσεις επαναλαμβάνω ότι ή θέσις μου είναι ήδη γνωστή. ΕΡΩΤΗΣΙΣ: Είναι δυνατόν νά ύπάρξη λύσις καί ποία θα ήτο αύτή; ΑΠΑΝΤΗΣΙΣ: Η λύσις δέν είναι άλλη από τήν ένότητα τού λαού. ΕΡΩΤΗΣΙΣ: Ποίαν θέσιν λαμβάνετε έναντι των δηλώσεων τής Εκκλησίας; ΑΠΑΝΤΗΣΙΣ: Εγώ έχω είπει πολλάς φοράς ότι σέβομαι τήν Εκκλησίαν, αλλά δέν δέχομαι τήν άνάμιξίν της είς πολιτικά ζητήματα. Η άπόφασις τών Μητροπολιτών δέν έχει νομικήν βάσιν. ΕΡΩΤΗΣΙΣ: Θά μεταβήτε είς Αθήνας διά συνομιλίας; ΑΠΑΝΤΗΣΙΣ: Δέν έχει ληφθή ακόμη σχετική άπόφασις. Θά έξετάσω τό θέμα μετά από τάς επαφάς τάς όποίας θά έχω τάς προσεχείς ήμέρας. ΕΡΩΤΗΣΙΣ: Πώς κρίνετε τήν στάσιν τών έπισκόπων; ΑΠΑΝΤΗΣΙΣ: Πιστεύω ότι ό λαός έχει ήδη κρίνει. Ο λαός γνωρίζει ποίος είναι ό έκλεγμένος Πρόεδρος καί ποίος εργάζεται διά τήν ένότητα. ΕΡΩΤΗΣΙΣ: Πιστεύετε ότι θά ύπάρξη συνεννόησις μέ τούς άντιφρονούντας; ΑΠΑΝΤΗΣΙΣ: Η πόρτα μου είναι πάντοτε άνοικτή διά όσους θέλουν νά συνεργασθούν έντός τών πλαισίων τής νομιμότητος. ΕΡΩΤΗΣΙΣ: Ποία είναι ή θέσις σας επί των σχέσεων μέ τήν Αθήνα; ΑΠΑΝΤΗΣΙΣ: Αί σχέσεις μας είναι άριστα. Η Ελλάς είναι ό εθνικός μας κορμός καί πάντοτε θά ευρίσκεται είς τό πλευρόν μας. ΕΡΩΤΗΣΙΣ: Πώς κρίνετε τήν κατάστασιν είς Πάφον; ΑΠΑΝΤΗΣΙΣ: Η κατάστασις είναι ύπό έλεγχον. Ελήφθησαν ήδη μέτρα καί έγιναν συλλήψεις. ΕΡΩΤΗΣΙΣ: Τί θά πράξετε εάν συνεχισθή ή παράνομος δράσις; ΑΠΑΝΤΗΣΙΣ: Θά ληφθούν τά ένδεδειγμένα μέτρα διά τήν άποκατάστασιν τής τάξεως. Οσον άφορά τόν στρατηγόν Γρίβαν, τά πράγματα είναι γνωστά. ΕΡΩΤΗΣΙΣ: Ποία ή στάσις τής Κυβερνήσεως; ΑΠΑΝΤΗΣΙΣ: Η Κυβέρνησις ένεργεί σύμφωνα μέ τό Σύνταγμα καί τούς νόμους. Θά ληφθούν όλα τά άναγκαία μέτρα. ΕΡΩΤΗΣΙΣ: Ποίαι αί προθέσεις σας διά τό μέλλον; ΑΠΑΝΤΗΣΙΣ: Η πρόθεσίς μου είναι νά έξυπηρετήσω τόν λαόν μέχρι τέλους τής θητείας μου, ώς μέ έξέλεξεν. ΕΡΩΤΗΣΙΣ: Είναι άληθές ότι θά προχωρήσετε είς νέας έκλογάς; ΑΠΑΝΤΗΣΙΣ: Δέν υπάρχει τοιαύτη πρόθεσις. Οί φήμαι αύταί δέν έχουν βάσιν. Η ΕΚΤΟΝΩΣΙΣ ΚΑΤΑΣΤΑΣΕΩΣ ΕΡΩΤΗΣΙΣ: Είς ποίον σημείον εύρίσκονται αί προσπάθειαι διά τήν έκτόνωσιν τής καταστάσεως; ΑΠΑΝΤΗΣΙΣ: Είναι γνωστόν ότι πάντοτε επεδίωξα τήν ειρηνικήν λύσιν. ΕΡΩΤΗΣΙΣ: Θά έπιτραπή ή δράσις των όμάδων; ΑΠΑΝΤΗΣΙΣ: Ουδεμία όμάς θά δράση έκτός νόμου. έργον τής λόγω τής φύσεως των έπιθέσεων. ΕΡΩΤΗΣΙΣ: Διατί αί τελευταίαι συλλήψεις; ΑΠΑΝΤΗΣΙΣ: Αί συλλήψεις έγιναν βάσει στοιχείων καί είναι σύμφωνοι πρός τόν νόμον. ΕΡΩΤΗΣΙΣ: Ποία είναι ή θέσις σας έναντι τού στρατηγού; ΑΠΑΝΤΗΣΙΣ: Ο Στρατηγός γνωρίζει καλώς ποίαι είναι αί συνέπειαι. ΕΡΩΤΗΣΙΣ: Τί λέγετε διά τήν Τουρκίαν; ΑΠΑΝΤΗΣΙΣ: Αί σχέσεις μέ τήν Τουρκικήν κοινότητα βελτιώνονται καί οί διάλογοι συνεχίζονται. ΠΕΡΙ ΕΛΕΥΘΕΡΟΤΗΤΩΝ ΑΠΑΝΤΗΣΙΣ: Κατά τάς ήμέρας αύτάς γίνεται πολύς λόγος περί έλευθεριών. Αί έλευθερίαι τού πολίτου είναι σεβαστές. ΕΡΩΤΗΣΙΣ: Θά άρθούν τά έκτακτα μέτρα; ΑΠΑΝΤΗΣΙΣ: Θά άρθούν μόλις ή κατάστασις έπιτρέψη. ΙΣΧΥΡΑ ΕΚΡΗΞΙΣ ΛΕΥΚΩΣΙΑ, 5.— Ισχυρά έκρηξις σημειώθη χθές τήν νύκτα είς τήν Λευκωσίαν, χωρίς νά υπάρξουν θύματα. bbox=[587, 30, 1158, 850]
headline-naval: ΕΒΕΒΑΙΩΘΗΣΑΝ ΠΑΡΑΒΑΣΕΙΣ ΝΑΥΤΙΚΩΝ ΚΑΝΟΝΙΣΜΩΝ bbox=[395, 365, 570, 394]
salary-ad-row-value: Οί συνεργάται έχουν άρχικάς άποδοχάς ύψηλότερες του 15.000 μηνιαίως, τάς όποίας δύνανται νά αύξήσουν. bbox=[708, 1560, 1080, 1584]
salary-ad-row-value: Περιοχή Θεσσαλονίκης. bbox=[742, 1539, 856, 1551]
article-customs-continued: είς τάς κεντρικάς ύπηρεσίας. Ο Γ. Παπαδόπουλος, ό Κ. Ιωάννου, ό Ν. Δημητρίου καί ό Α. Νικολάου, έκ τού Τελωνείου Θεσσαλονίκης είς τό Τελωνείον Πειραιώς. Επίσης μετατίθενται οί έπιθεωρηταί τών τελωνείων είς τάς διευθύνσεις τών κεντρικών ύπηρεσιών. bbox=[209, 454, 382, 568]
salary-ad-row bbox=[632, 1382, 1110, 1414]
salary-ad-row-key: Η ΕΡΓΑΣΙΑ : bbox=[638, 1458, 701, 1470]
salary-ad-row bbox=[632, 1479, 1110, 1512]
salary-ad-row-key: ΣΥΝΩΝΙΚΑΙ ΕΡΓΑΣΙΑΣ : bbox=[638, 1517, 759, 1530]
asklepieion-title: ✚ ΑΣΚΛΗΠΙΕΙΟΝ ΘΕΣΝΙΚΗΣ ✚ bbox=[642, 1013, 1102, 1041]
headline-market: ΜΗΝΥΣΕΙΣ ΔΙ' ΑΓΟΡΑΝΟΜΙΚΑΣ ΠΑΡΑΒΑΣΕΙΣ bbox=[395, 665, 570, 694]
article-fire-text: ΑΘΗΝΑΙ, 5.— Εξερράγη πυρκαγιά είς τό είς όδόν Αθηνάς καθαριστήριον. bbox=[389, 923, 576, 961]
headline-dog: ΤΗΝ ΔΑΓΚΑΣΕ ΕΝΑ ΣΚΥΛΙ bbox=[409, 995, 556, 1010]
totti-ad: η ανοιξη εφερε εναν ΝΕΟ ΤΟΤΤΗ στο καραμπουρνακι ουζο-ζαχαροπλαστειον-καφετερια bbox=[1181, 1410, 1555, 1585]
column-rule bbox=[583, 10, 584, 2313]
clinic-photo bbox=[649, 1046, 1096, 1155]
main-text-c: ΕΡΩΤΗΣΙΣ: Είς ποίον σημείον εύρίσκονται αί προσπάθειαι διά τήν έκτόνωσιν τής καταστάσεως; ΑΠΑΝΤΗΣΙΣ: Είναι γνωστόν ότι πάντοτε επεδίωξα τήν ειρηνικήν λύσιν. bbox=[780, 516, 965, 592]
small-ad-2: ΖΗΤΕΙΤΑΙ ύπάλληλος έμπειρος είς τεχνικάς έργασίας. Τηλέφωνον: 230.928 Θεσσαλονίκη από ώρας 17 έως 20. bbox=[386, 1935, 579, 2026]
page-number: Σελίς 19 bbox=[1341, 30, 1561, 85]
article-seminars-text: ΑΘΗΝΑΙ, 5.— Σειράν νέων σεμιναρίων όργανώνει έντός τών ήμερών τό ΕΛ.ΚΕ.ΠΑ διά στελέχη. bbox=[389, 804, 576, 843]
thermocal-brand: ΧΩΡΙΣ bbox=[1319, 1735, 1414, 1768]
salary-ad-row-value: Μετά τήν άποπεράτωσιν τής έκπαιδεύσεως, ή έναρξις τής έργασίας είναι άμεσος. bbox=[837, 1484, 1095, 1508]
job-ad: ΖΗΤΟΥΝΤΑΙ ΑΝΕΙΔΙΚΕΥΤΟΙ ΕΡΓΑΤΑΙ γιά τήν έπανδρωση των νέων συγχρόνων έγκαταστάσεών μας. Αμοιβή πολύ ικανοποιητική. ΒΑΣ. ΒΑΚΟΣ Ο.Ε. ΧΥΤΗΡΙΑ Μοναστηρίου 20 - Ελευθερία. Τηλ. 512.911 bbox=[1164, 1226, 1565, 1404]
salary-ad-row-value: Μόρφωσις τουλάχιστον γυμνασιακού έπιπέδου. Εκπλήρωσις στρατιωτικών ύποχρεώσεων. Ηλικία: 25 - 45 έτών. bbox=[710, 1387, 1069, 1411]
asklepieion-ad: ✚ ΑΣΚΛΗΠΙΕΙΟΝ ΘΕΣΝΙΚΗΣ ✚ ΚΛΙΝΙΚΗ ΝΕΥΡΟΨΥΧΙΚΩΝ ΠΑΘΗΣΕΩΝ ΕΥΡΩΠΑΙΚΟΥ ΕΠΙΠΕΔΟΥ ΑΡΧΙΤΕΚΤΟΝΙΚΗ ΤΕΛΕΙΟΤΗΣ · ΕΠΙΣΤΗΜΟΝΙΚΗ ΟΡΓΑΝΩΣΙΣ · ΦΥΣΙΚΗ ΟΜΟΡΦΙΑ ΕΚΤΑΣΙΣ 10 ΣΤΡΕΜΜΑΤΩΝ · ΔΩΜΑΤΙΑ ΛΟΥΞ · Α' ΑΒ' ΒΓ' ΘΕΣΕΩΝ ΕΝΑΡΞΙΣ ΛΕΙΤΟΥΡΓΙΑΣ ΤΗΝ 1ην ΜΑΙΟΥ ΔΙΑΣΤ/ΡΟΣ ΘΕΣ/ΝΙΚΗΣ ΠΕΡΑΙΑΣ Ν. ΜΟΥΔΑΝΙΩΝ τηλ. 519.891 - 79.096 Δεκτοί όλων των ασφαλιστικών ταμείων bbox=[587, 1004, 1158, 1272]
